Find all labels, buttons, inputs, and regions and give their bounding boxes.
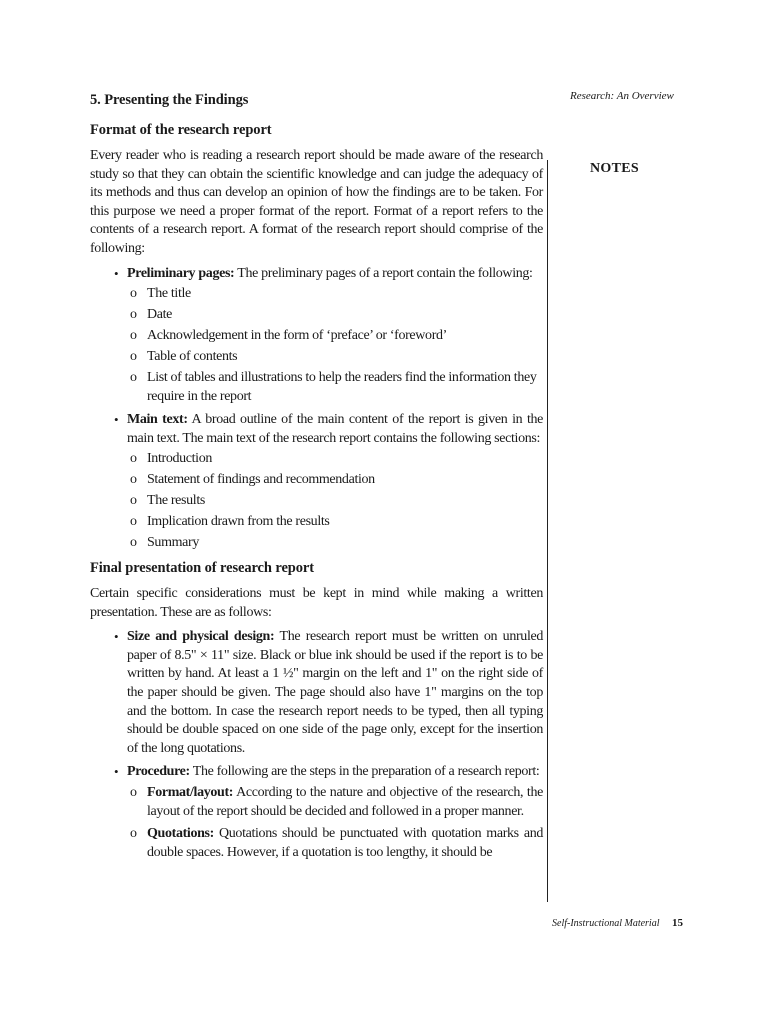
bullet-text: A broad outline of the main content of the report is given in the main text. The main text of the research report contains the following sections: — [127, 412, 543, 446]
bullet-term: Preliminary pages: — [127, 265, 235, 281]
sub-marker: o — [130, 784, 137, 800]
sub-item-text: The results — [147, 493, 205, 509]
bullet-text: The research report must be written on unruled paper of 8.5" × 11" size. Black or blue ink should be used if the report is to be written by hand. At least a 1 ½" margin on the left and 1" on the right side of the paper should be given. The page should also have 1" margins on the top and the bottom. In case the research report needs to be typed, then all typing should be double spaced on one side of the page only, except for the insertion of the long quotations. — [127, 629, 543, 756]
notes-label: NOTES — [590, 161, 639, 176]
format-bullet-list — [90, 265, 543, 553]
sub-marker: o — [130, 535, 137, 551]
bullet-size-design — [90, 628, 543, 758]
bullet-procedure — [90, 763, 543, 862]
sub-item-text: Acknowledgement in the form of ‘preface’ or ‘foreword’ — [147, 328, 447, 344]
page-footer — [552, 917, 683, 929]
sub-item-term: Quotations: — [147, 826, 214, 842]
sub-item-text: Table of contents — [147, 349, 238, 365]
bullet-term: Procedure: — [127, 764, 190, 780]
bullet-text: The following are the steps in the preparation of a research report: — [189, 764, 540, 780]
sub-list-item — [127, 369, 543, 406]
sub-item-text: The title — [147, 286, 191, 302]
sub-marker: o — [130, 307, 137, 323]
bullet-icon: • — [114, 629, 119, 645]
sub-list-item — [127, 471, 543, 490]
sub-item-text: Statement of findings and recommendation — [147, 472, 375, 488]
sub-marker: o — [130, 826, 137, 842]
sub-list-item — [127, 513, 543, 532]
running-header: Research: An Overview — [570, 90, 674, 102]
sub-item-text: Quotations should be punctuated with quotation marks and double spaces. However, if a quotation is too lengthy, it should be — [147, 826, 543, 860]
final-presentation-heading: Final presentation of research report — [90, 560, 314, 576]
sub-item-text: Implication drawn from the results — [147, 514, 330, 530]
bullet-text: The preliminary pages of a report contain the following: — [234, 265, 533, 281]
footer-text: Self-Instructional Material — [552, 918, 660, 929]
main-content — [90, 90, 543, 867]
sub-marker: o — [130, 472, 137, 488]
bullet-icon: • — [114, 412, 119, 428]
sub-item-text: Summary — [147, 535, 199, 551]
sub-item-text: Date — [147, 307, 173, 323]
sub-marker: o — [130, 328, 137, 344]
sub-list-item — [127, 348, 543, 367]
sub-item-text: According to the nature and objective of the research, the layout of the report should be decided and followed in a proper manner. — [147, 784, 543, 819]
sub-item-text: List of tables and illustrations to help the readers find the information they require in the report — [147, 370, 537, 404]
final-bullet-list — [90, 628, 543, 862]
sub-marker: o — [130, 451, 137, 467]
page-number: 15 — [672, 917, 683, 929]
bullet-icon: • — [114, 265, 119, 281]
bullet-icon: • — [114, 764, 119, 780]
format-heading: Format of the research report — [90, 122, 272, 138]
bullet-term: Size and physical design: — [127, 629, 275, 645]
sub-marker: o — [130, 370, 137, 386]
sub-list-item — [127, 450, 543, 469]
sub-marker: o — [130, 349, 137, 365]
procedure-sub-list — [127, 784, 543, 862]
intro-paragraph: Every reader who is reading a research report should be made aware of the research study so that they can obtain the scientific knowledge and can judge the adequacy of its methods and thus can develop an opinion of how the findings are to be taken. For this purpose we need a proper format of the report. Format of a report refers to the contents of a research report. A format of the research report should comprise of the following: — [90, 148, 543, 256]
sub-marker: o — [130, 286, 137, 302]
preliminary-sub-list — [127, 285, 543, 406]
sub-marker: o — [130, 493, 137, 509]
main-text-sub-list — [127, 450, 543, 553]
sub-list-item — [127, 825, 543, 862]
bullet-term: Main text: — [127, 412, 188, 428]
sub-list-item — [127, 327, 543, 346]
bullet-main-text — [90, 411, 543, 553]
final-paragraph: Certain specific considerations must be kept in mind while making a written presentation. These are as follows: — [90, 586, 543, 620]
sub-list-item — [127, 306, 543, 325]
sub-list-item — [127, 534, 543, 553]
sub-item-term: Format/layout: — [147, 784, 234, 800]
sub-item-text: Introduction — [147, 451, 213, 467]
margin-divider — [547, 160, 548, 902]
sub-list-item — [127, 285, 543, 304]
sub-list-item — [127, 784, 543, 821]
section-title: 5. Presenting the Findings — [90, 92, 249, 108]
bullet-preliminary-pages — [90, 265, 543, 407]
sub-marker: o — [130, 514, 137, 530]
sub-list-item — [127, 492, 543, 511]
